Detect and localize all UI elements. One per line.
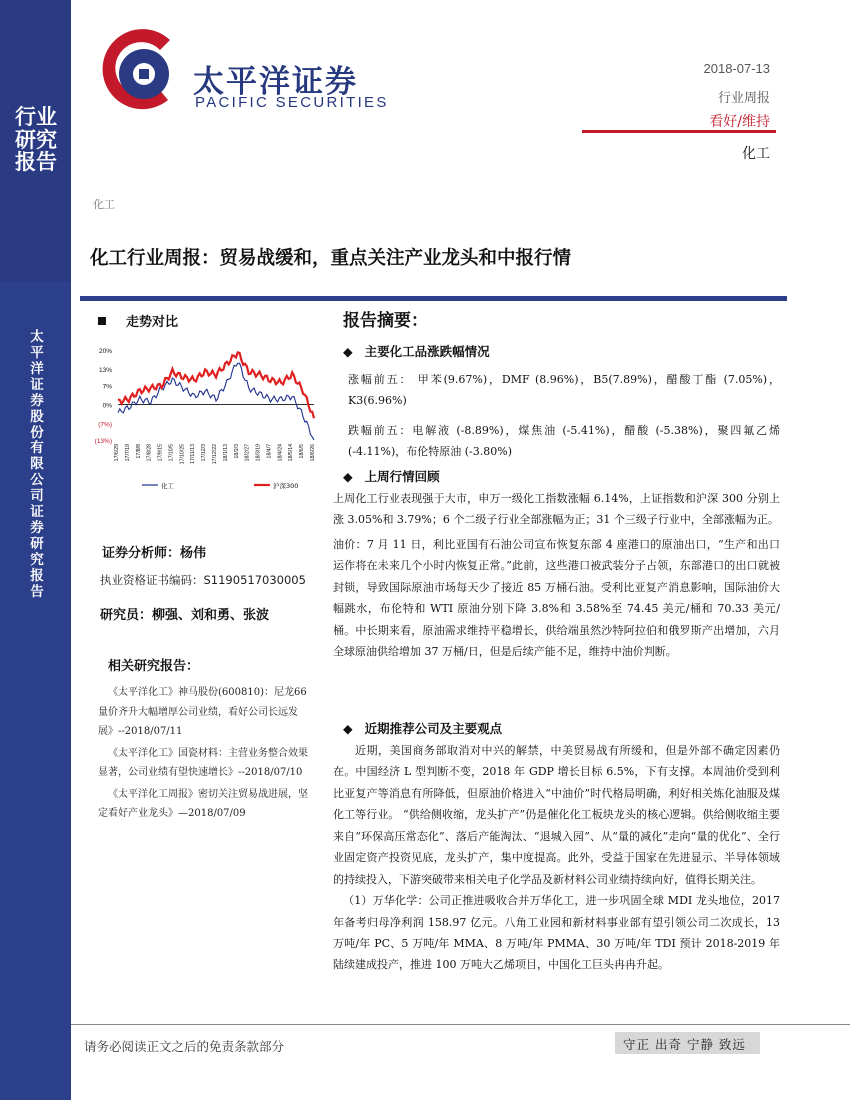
section-heading-recommend — [343, 719, 502, 737]
x-tick-label: 17/6/29 — [114, 444, 120, 462]
market-review-p1: 上周化工行业表现强于大市，申万一级化工指数涨幅 6.14%，上证指数和沪深 300 分别上涨 3.05%和 3.79%；6 个二级子行业全部涨幅为正；31 个三级子行业中，全部涨幅为正。 — [333, 492, 780, 527]
x-tick-label: 17/10/25 — [179, 444, 186, 465]
outlook-paragraph: 近期，美国商务部取消对中兴的解禁，中美贸易战有所缓和，但是外部不确定因素仍在。中国经济 L 型判断不变，2018 年 GDP 增长目标 6.5%，下有支撑。本周油价受到利比亚复产等消息有所降低，但原油价格进入“中油价”时代格局明确，利好相关炼化油服及煤化工等行业。 “供给侧收缩，龙头扩产”仍是催化化工板块龙头的核心逻辑。供给侧收缩主要来自“环保高压常态化”、落后产能淘汰、“退城入园”、从“量的减化”走向“量的优化”、全行业固定资产投资见底，龙头扩产，集中度提高。此外，受益于国家在先进显示、半导体领域的持续投入，下游突破带来相关电子化学品及新材料公司业绩持续向好，值得长期关注。 — [333, 744, 780, 886]
recommendations — [333, 740, 780, 976]
rating-divider — [582, 130, 776, 133]
trend-heading-text: 走势对比 — [126, 315, 179, 330]
x-tick-label: 17/8/8 — [135, 444, 142, 459]
x-tick-label: 17/12/3 — [201, 444, 208, 462]
title-rule — [80, 296, 787, 301]
x-tick-label: 17/9/15 — [157, 444, 164, 462]
related-reports-heading: 相关研究报告： — [108, 659, 200, 674]
legend-label: 沪深300 — [273, 482, 299, 490]
series-line-hs300 — [118, 352, 314, 418]
diamond-bullet-icon: ◆ — [343, 344, 353, 359]
summary-heading: 报告摘要： — [343, 311, 428, 331]
rating: 看好/维持 — [709, 114, 770, 130]
x-tick-label: 18/2/3 — [233, 444, 240, 459]
section-heading-text: 上周行情回顾 — [364, 469, 440, 484]
y-tick-label: 7% — [102, 383, 112, 391]
top-gainers: 涨幅前五： 甲苯(9.67%)，DMF (8.96%)，B5(7.89%)，醋酸丁酯 (7.05%)，K3(6.96%) — [348, 373, 780, 408]
y-tick-label: 13% — [98, 367, 112, 375]
trend-heading — [98, 311, 178, 330]
x-tick-label: 18/1/13 — [222, 444, 229, 462]
x-tick-label: 18/4/24 — [277, 444, 284, 462]
diamond-bullet-icon: ◆ — [343, 721, 353, 736]
category-vertical: 行业研究报告 — [15, 104, 57, 175]
analyst-name: 证券分析师：杨伟 — [102, 546, 207, 561]
trend-chart — [82, 338, 327, 498]
x-tick-label: 17/12/22 — [212, 444, 218, 465]
x-tick-label: 18/6/5 — [299, 444, 306, 459]
section-heading-prices — [343, 342, 490, 360]
company-vertical: 太平洋证券股份有限公司证券研究报告 — [30, 329, 44, 600]
oil-price-paragraph: 油价：7 月 11 日，利比亚国有石油公司宣布恢复东部 4 座港口的原油出口，“生产和出口运作将在未来几个小时内恢复正常。”此前，这些港口被武装分子占领，东部港口的出口就被封锁，导致国际原油市场每天少了接近 85 万桶石油。受利比亚复产消息影响，国际油价大幅跳水，布伦特和 WTI 原油分别下降 3.8%和 3.58%至 74.45 美元/桶和 70.33 美元/桶。中长期来看，原油需求维持平稳增长，供给端虽然沙特阿拉伯和俄罗斯产出增加，六月全球原油供给增加 37 万桶/日，但是后续产能不足，维持中油价判断。 — [333, 537, 780, 659]
x-tick-label: 17/10/5 — [168, 444, 175, 462]
x-tick-label: 17/8/28 — [146, 444, 153, 462]
related-report-item[interactable]: 《太平洋化工周报》密切关注贸易战进展，坚定看好产业龙头》—2018/07/09 — [98, 788, 308, 819]
price-movers — [348, 369, 780, 463]
related-report-item[interactable]: 《太平洋化工》神马股份(600810)：尼龙66量价齐升大幅增厚公司业绩，看好公司长远发展》--2018/07/11 — [98, 687, 307, 737]
x-tick-label: 17/11/13 — [190, 444, 197, 464]
report-type: 行业周报 — [717, 91, 770, 106]
y-tick-label: (13%) — [94, 438, 112, 445]
square-bullet-icon — [98, 317, 106, 325]
x-tick-label: 18/6/26 — [310, 444, 316, 462]
footer-rule — [71, 1024, 850, 1025]
diamond-bullet-icon: ◆ — [343, 469, 353, 484]
y-tick-label: 0% — [102, 402, 112, 410]
x-tick-label: 18/5/14 — [288, 444, 295, 462]
x-tick-label: 18/4/7 — [266, 444, 273, 459]
brand-name-cn: 太平洋证券 — [193, 64, 358, 100]
x-tick-label: 18/2/27 — [244, 444, 251, 462]
y-tick-label: 20% — [98, 348, 112, 355]
left-band — [0, 0, 71, 1100]
disclaimer: 请务必阅读正文之后的免责条款部分 — [84, 1039, 285, 1054]
section-heading-text: 近期推荐公司及主要观点 — [364, 721, 503, 736]
brand-name-en: PACIFIC SECURITIES — [195, 94, 389, 111]
section-heading-review — [343, 467, 440, 485]
market-review — [333, 488, 780, 663]
report-date: 2018-07-13 — [703, 61, 770, 76]
top-losers: 跌幅前五：电解液 (-8.89%)，煤焦油 (-5.41%)，醋酸 (-5.38%)，聚四氟乙烯 (-4.11%)，布伦特原油 (-3.80%) — [348, 423, 780, 459]
section-heading-text: 主要化工品涨跌幅情况 — [364, 344, 490, 359]
x-tick-label: 18/3/19 — [255, 444, 262, 462]
x-tick-label: 17/7/19 — [124, 444, 131, 462]
certificate-code: 执业资格证书编码：S1190517030005 — [100, 573, 306, 587]
industry-label: 化工 — [742, 146, 770, 162]
pacific-logo-icon — [88, 18, 188, 118]
small-category: 化工 — [93, 198, 115, 211]
y-tick-label: (7%) — [98, 421, 112, 429]
researchers: 研究员：柳强、刘和勇、张波 — [100, 608, 270, 623]
report-title: 化工行业周报：贸易战缓和，重点关注产业龙头和中报行情 — [90, 248, 572, 269]
related-report-item[interactable]: 《太平洋化工》国瓷材料：主营业务整合效果显著，公司业绩有望快速增长》--2018/07/10 — [98, 747, 308, 778]
company-motto: 守正 出奇 宁静 致远 — [615, 1032, 760, 1054]
wanhua-paragraph: （1）万华化学：公司正推进吸收合并万华化工，进一步巩固全球 MDI 龙头地位，2017 年备考归母净利润 158.97 亿元。八角工业园和新材料事业部有望引领公司二次成长，13 万吨/年 PC、5 万吨/年 MMA、8 万吨/年 PMMA、30 万吨/年 TDI 预计 2018-2019 年陆续建成投产，推进 100 万吨大乙烯项目，中国化工巨头冉冉升起。 — [333, 894, 780, 972]
legend-label: 化工 — [161, 482, 174, 490]
related-reports-list — [98, 683, 313, 826]
